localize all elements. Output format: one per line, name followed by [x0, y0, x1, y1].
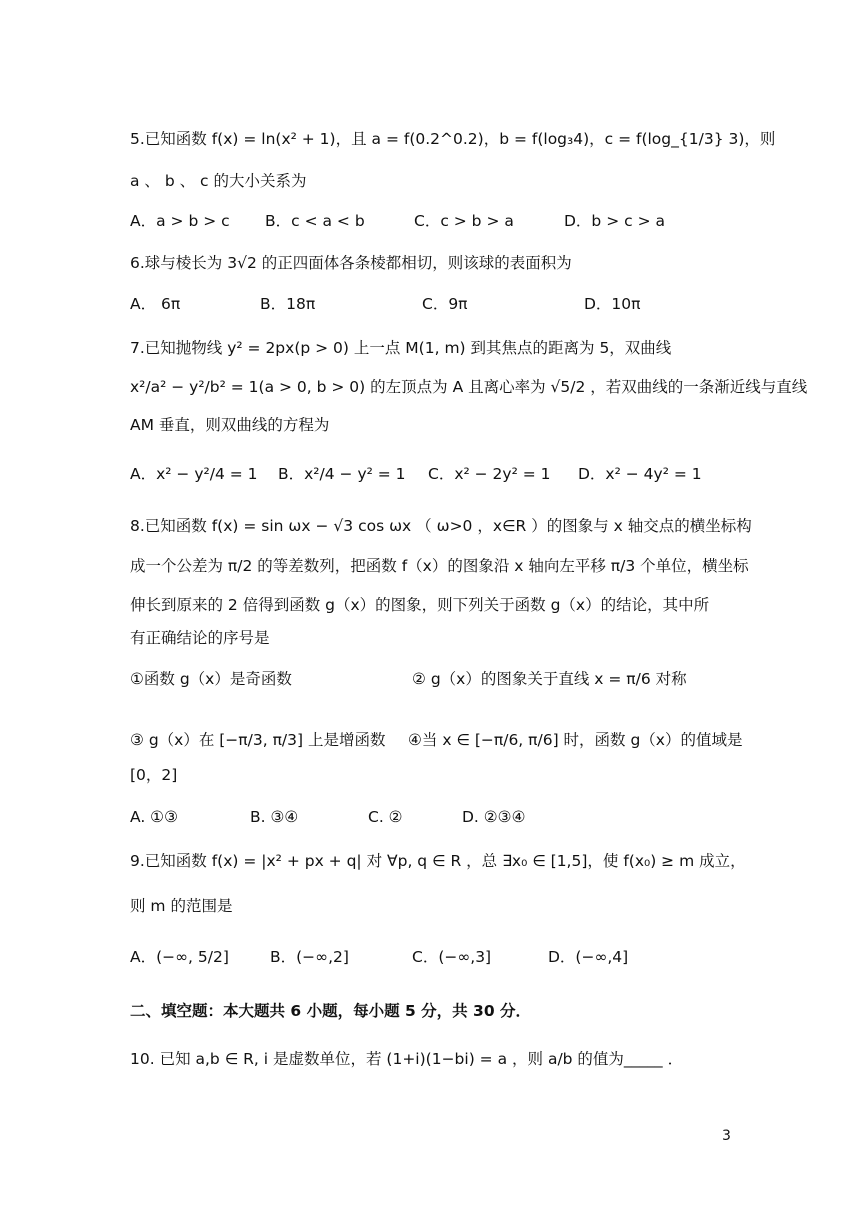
q7-option-a: A．x² − y²/4 = 1 [130, 465, 258, 483]
q6-stem: 6.球与棱长为 3√2 的正四面体各条棱都相切，则该球的表面积为 [130, 254, 572, 272]
q9-option-b: B．(−∞,2] [270, 948, 349, 966]
q8-statement-3: ③ g（x）在 [−π/3, π/3] 上是增函数 [130, 731, 386, 749]
q10-stem: 10. 已知 a,b ∈ R, i 是虚数单位，若 (1+i)(1−bi) = a ，则 a/b 的值为_____ ． [130, 1050, 684, 1068]
q8-statement-1: ①函数 g（x）是奇函数 [130, 670, 292, 688]
q5-option-a: A．a > b > c [130, 212, 230, 230]
q8-statement-4-range: [0，2] [130, 766, 178, 784]
q5-option-c: C．c > b > a [414, 212, 514, 230]
q6-option-a: A． 6π [130, 295, 181, 313]
q6-option-d: D．10π [584, 295, 641, 313]
q8-option-d: D. ②③④ [462, 808, 526, 826]
q7-option-b: B．x²/4 − y² = 1 [278, 465, 406, 483]
q7-option-d: D．x² − 4y² = 1 [578, 465, 702, 483]
q6-option-b: B．18π [260, 295, 316, 313]
q8-stem-line3: 伸长到原来的 2 倍得到函数 g（x）的图象，则下列关于函数 g（x）的结论，其中所 [130, 596, 710, 614]
q7-stem-line3: AM 垂直，则双曲线的方程为 [130, 416, 330, 434]
q8-option-c: C. ② [368, 808, 403, 826]
q5-stem-line1: 5.已知函数 f(x) = ln(x² + 1)，且 a = f(0.2^0.2)，b = f(log₃4)，c = f(log_{1/3} 3)，则 [130, 130, 776, 148]
q8-statement-4: ④当 x ∈ [−π/6, π/6] 时，函数 g（x）的值域是 [408, 731, 743, 749]
q7-option-c: C．x² − 2y² = 1 [428, 465, 551, 483]
q5-option-b: B．c < a < b [265, 212, 365, 230]
q7-stem-line1: 7.已知抛物线 y² = 2px(p > 0) 上一点 M(1, m) 到其焦点的距离为 5，双曲线 [130, 339, 672, 357]
q5-stem-line2: a 、 b 、 c 的大小关系为 [130, 172, 307, 190]
q9-stem-line2: 则 m 的范围是 [130, 897, 233, 915]
q8-stem-line4: 有正确结论的序号是 [130, 629, 270, 647]
q5-option-d: D．b > c > a [564, 212, 665, 230]
q8-statement-2: ② g（x）的图象关于直线 x = π/6 对称 [412, 670, 687, 688]
section-heading-fill-in: 二、填空题：本大题共 6 小题，每小题 5 分，共 30 分． [130, 1002, 532, 1020]
q7-stem-line2: x²/a² − y²/b² = 1(a > 0, b > 0) 的左顶点为 A 且离心率为 √5/2 ，若双曲线的一条渐近线与直线 [130, 378, 808, 396]
q9-option-a: A．(−∞, 5/2] [130, 948, 229, 966]
q9-option-d: D．(−∞,4] [548, 948, 629, 966]
q8-option-b: B. ③④ [250, 808, 299, 826]
page-number: 3 [722, 1128, 731, 1144]
q8-option-a: A. ①③ [130, 808, 178, 826]
q9-option-c: C．(−∞,3] [412, 948, 492, 966]
q6-option-c: C．9π [422, 295, 468, 313]
q8-stem-line1: 8.已知函数 f(x) = sin ωx − √3 cos ωx （ ω>0 ，x∈R ）的图象与 x 轴交点的横坐标构 [130, 517, 752, 535]
q9-stem-line1: 9.已知函数 f(x) = |x² + px + q| 对 ∀p, q ∈ R ，总 ∃x₀ ∈ [1,5]，使 f(x₀) ≥ m 成立， [130, 852, 746, 870]
q8-stem-line2: 成一个公差为 π/2 的等差数列，把函数 f（x）的图象沿 x 轴向左平移 π/3 个单位，横坐标 [130, 557, 749, 575]
